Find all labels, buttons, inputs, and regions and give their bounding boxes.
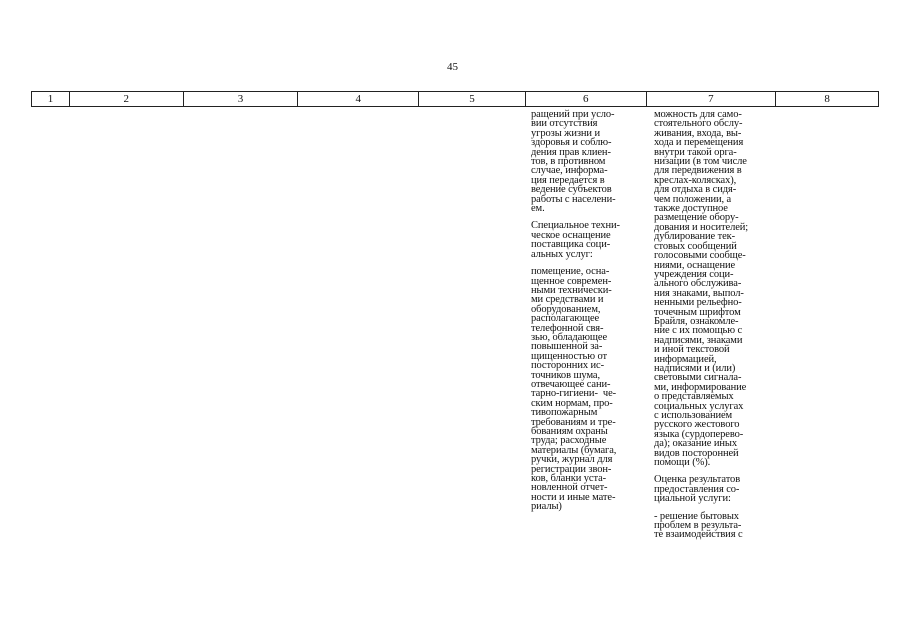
- table-header-row: [31, 91, 879, 107]
- column-header-3: 3: [184, 92, 299, 106]
- column-header-8: 8: [824, 93, 830, 105]
- column-header-2: 2: [70, 92, 184, 106]
- column-header-4: 4: [298, 92, 419, 106]
- col6-paragraph-2: Специальное техни- ческое оснащение поставщика соци- альных услуг:: [531, 220, 620, 260]
- column-header-5: 5: [419, 92, 526, 106]
- col7-paragraph-1: можность для само- стоятельного обслу- живания, входа, вы- хода и перемещения внутри такой орга- низации (в том числе для передвижения в креслах-колясках), для отдыха в сидя- чем положении, а также доступное размещение обору- дования и носителей; дублирование тек- стовых сообщений голосовыми сообще- ниями, оснащение учреждения соци- ального обслужива- ния знаками, выпол- ненными рельефно- точечным шрифтом Брайля, ознакомле- ние с их помощью с надписями, знаками и иной текстовой информацией, надписями и (или) световыми сигнала- ми, информирование о представляемых социальных услугах с использованием русского жестового языка (сурдоперево- да); оказание иных видов посторонней помощи (%).: [654, 109, 749, 469]
- column-7-text: [654, 110, 748, 548]
- column-header-1: 1: [32, 92, 70, 106]
- column-6-text: [531, 110, 620, 520]
- col6-paragraph-1: ращений при усло- вии отсутствия угрозы жизни и здоровья и соблю- дения прав клиен- тов, в противном случае, информа- ция передается в ведение субъектов работы с населени- ем.: [531, 109, 616, 215]
- col6-paragraph-3: помещение, осна- щенное современ- ными технически- ми средствами и оборудованием, располагающее телефонной свя- зью, обладающее повышенной за- щищенностью от посторонних ис- точников шума, отвечающее сани- тарно-гигиени- че- ским нормам, про- тивопожарным требованиям и тре- бованиям охраны труда; расходные материалы (бумага, ручки, журнал для регистрации звон- ков, бланки уста- новленной отчет- ности и иные мате- риалы): [531, 266, 617, 513]
- col7-paragraph-3: - решение бытовых проблем в результа- те взаимодействия с: [654, 510, 743, 541]
- col7-paragraph-2: Оценка результатов предоставления со- циальной услуги:: [654, 474, 741, 505]
- column-header-7: 7: [647, 92, 777, 106]
- page-number: 45: [447, 61, 458, 73]
- column-header-6: 6: [526, 92, 647, 106]
